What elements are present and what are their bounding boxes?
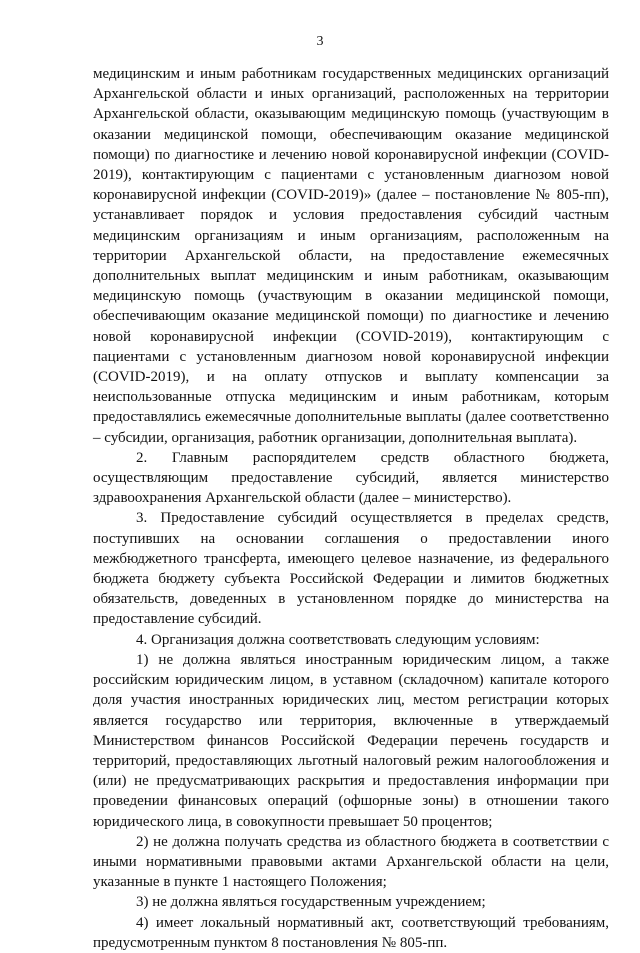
document-body <box>93 64 609 953</box>
paragraph-condition-4: 4) имеет локальный нормативный акт, соответствующий требованиям, предусмотренным пунктом 8 постановления № 805-пп. <box>93 914 609 951</box>
paragraph-condition-3: 3) не должна являться государственным учреждением; <box>136 894 486 911</box>
paragraph-clause-2: 2. Главным распорядителем средств областного бюджета, осуществляющим предоставление субсидий, является министерство здравоохранения Архангельской области (далее – министерство). <box>93 449 609 507</box>
paragraph-clause-3: 3. Предоставление субсидий осуществляется в пределах средств, поступивших на основании соглашения о предоставлении иного межбюджетного трансферта, имеющего целевое назначение, из федерального бюджета бюджету субъекта Российской Федерации и лимитов бюджетных обязательств, доведенных в установленном порядке до министерства на предоставление субсидий. <box>93 510 609 628</box>
paragraph-intro-continuation: медицинским и иным работникам государственных медицинских организаций Архангельской области и иных организаций, расположенных на территории Архангельской области, оказывающим медицинскую помощь (участвующим в оказании медицинской помощи, обеспечивающим оказание медицинской помощи) по диагностике и лечению новой коронавирусной инфекции (COVID-2019), контактирующим с пациентами с установленным диагнозом новой коронавирусной инфекции (COVID-2019)» (далее – постановление № 805-пп), устанавливает порядок и условия предоставления субсидий частным медицинским организациям и иным организациям, расположенным на территории Архангельской области, на предоставление ежемесячных дополнительных выплат медицинским и иным работникам, оказывающим медицинскую помощь (участвующим в оказании медицинской помощи, обеспечивающим оказание медицинской помощи) по диагностике и лечению новой коронавирусной инфекции (COVID-2019), контактирующим с пациентами с установленным диагнозом новой коронавирусной инфекции (COVID-2019), и на оплату отпусков и выплату компенсации за неиспользованные отпуска медицинским и иным работникам, которым предоставлялись ежемесячные дополнительные выплаты (далее соответственно – субсидии, организация, работник организации, дополнительная выплата). <box>93 66 609 446</box>
page-number: 3 <box>316 34 324 49</box>
paragraph-condition-2: 2) не должна получать средства из областного бюджета в соответствии с иными нормативными правовыми актами Архангельской области на цели, указанные в пункте 1 настоящего Положения; <box>93 833 609 891</box>
paragraph-clause-4: 4. Организация должна соответствовать следующим условиям: <box>136 631 540 648</box>
paragraph-condition-1: 1) не должна являться иностранным юридическим лицом, а также российским юридическим лицом, в уставном (складочном) капитале которого доля участия иностранных юридических лиц, местом регистрации которых является государство или территория, включенные в утверждаемый Министерством финансов Российской Федерации перечень государств и территорий, предоставляющих льготный налоговый режим налогообложения и (или) не предусматривающих раскрытия и предоставления информации при проведении финансовых операций (офшорные зоны) в отношении такого юридического лица, в совокупности превышает 50 процентов; <box>93 651 609 830</box>
